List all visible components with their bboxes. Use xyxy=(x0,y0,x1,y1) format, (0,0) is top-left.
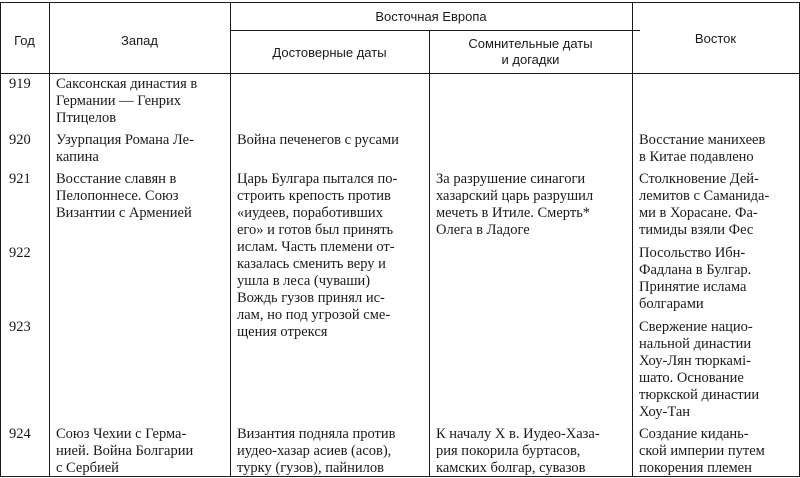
header-reliable-dates: Достоверные даты xyxy=(272,45,387,60)
year-923: 923 xyxy=(9,319,31,335)
year-922: 922 xyxy=(9,245,31,261)
header-doubtful-line-2: и догадки xyxy=(501,52,560,67)
east-920: Восстание манихеев в Китае подавлено xyxy=(639,132,766,165)
east-921: Столкновение Дей- лемитов с Саманида- ми в Хорасане. Фа- тимиды взяли Фес xyxy=(639,171,770,238)
reliable-920: Война печенегов с русами xyxy=(237,132,399,148)
year-921: 921 xyxy=(9,171,31,187)
header-bottom-border xyxy=(0,73,800,74)
subheader-divider xyxy=(230,30,640,31)
east-922: Посольство Ибн- Фадлана в Булгар. Принятие ислама болгарами xyxy=(639,245,752,312)
year-920: 920 xyxy=(9,132,31,148)
west-924: Союз Чехии с Герма- нией. Война Болгарии с Сербией xyxy=(56,426,194,476)
east-924: Создание кидань- ской империи путем покорения племен xyxy=(639,426,765,476)
header-doubtful-dates xyxy=(429,36,632,68)
year-919: 919 xyxy=(9,76,31,92)
left-border xyxy=(0,2,1,477)
doubtful-924: К началу X в. Иудео-Хаза- рия покорила буртасов, камских болгар, сувазов xyxy=(436,426,600,476)
year-column-divider xyxy=(49,2,50,477)
doubtful-921: За разрушение синагоги хазарский царь разрушил мечеть в Итиле. Смерть* Олега в Ладоге xyxy=(436,171,594,238)
west-919: Саксонская династия в Германии — Генрих Птицелов xyxy=(56,76,198,126)
doubtful-column-divider xyxy=(632,2,633,477)
header-east: Восток xyxy=(694,31,737,46)
reliable-924: Византия подняла против иудео-хазар асиев (асов), турку (гузов), пайнилов xyxy=(237,426,396,476)
header-year: Год xyxy=(14,33,35,48)
west-921: Восстание славян в Пелопоннесе. Союз Византии с Арменией xyxy=(56,171,192,221)
reliable-column-divider xyxy=(429,30,430,477)
east-923: Свержение нацио- нальной династии Хоу-Лян тюркамі- шато. Основание тюркской династии Хоу-Тан xyxy=(639,319,760,420)
header-west: Запад xyxy=(121,33,158,48)
header-doubtful-line-1: Сомнительные даты xyxy=(468,36,593,51)
year-924: 924 xyxy=(9,426,31,442)
table-top-border xyxy=(0,2,800,3)
header-east-europe: Восточная Европа xyxy=(375,9,487,24)
west-column-divider xyxy=(230,2,231,477)
west-920: Узурпация Романа Ле- капина xyxy=(56,132,194,165)
reliable-921: Царь Булгара пытался по- строить крепость против «иудеев, поработивших его» и готов был принять ислам. Часть племени от- казалась сменить веру и ушла в леса (чуваши) Вождь гузов принял ис- лам, но под угрозой сме- щения отрекся xyxy=(237,171,398,340)
